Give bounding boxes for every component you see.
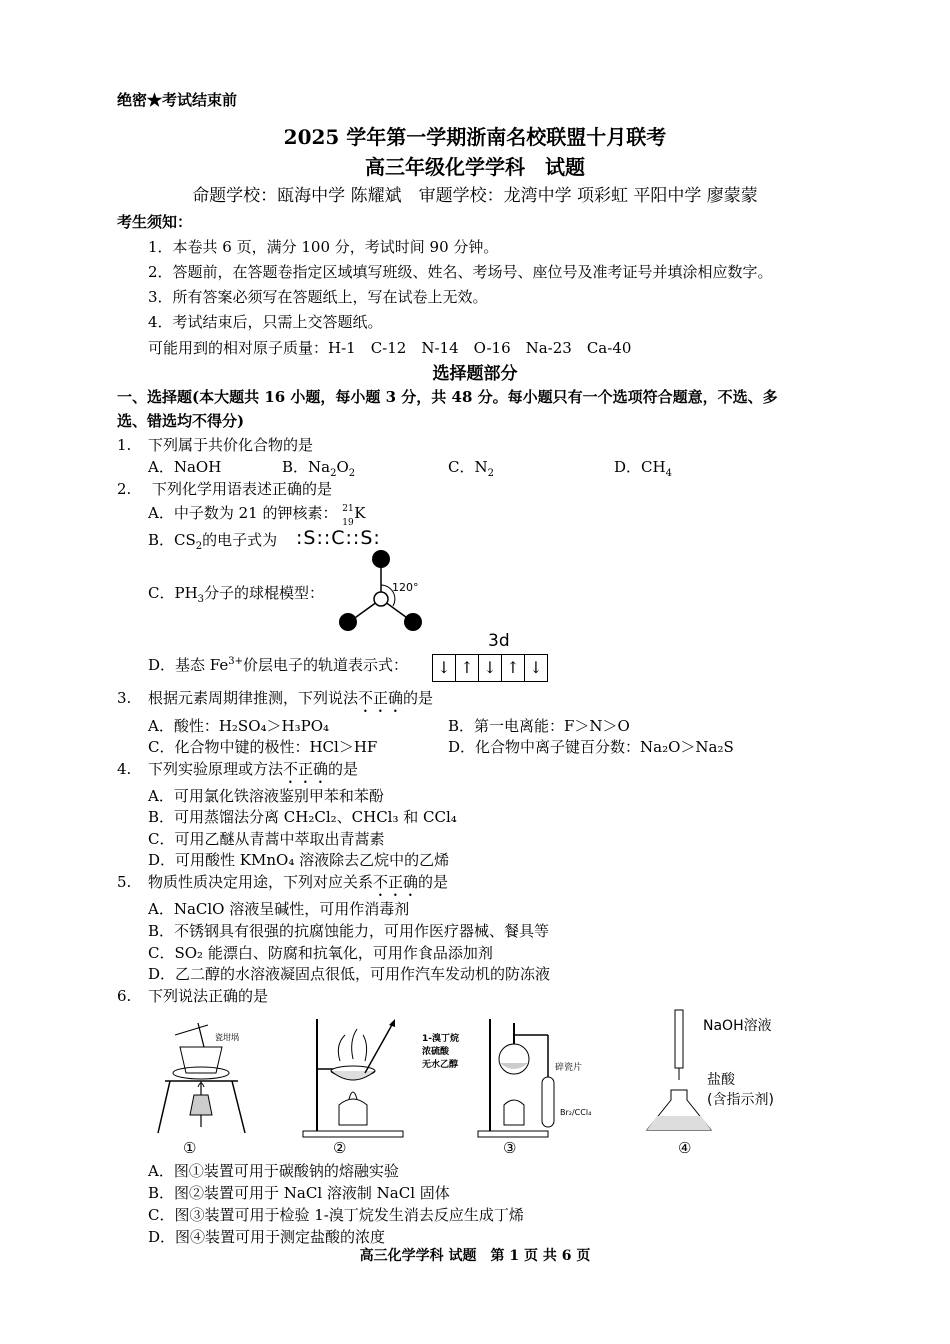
- orbital-label: 3d: [488, 631, 510, 651]
- q5-option-b: B．不锈钢具有很强的抗腐蚀能力，可用作医疗器械、餐具等: [148, 922, 550, 940]
- q2-stem: 下列化学用语表述正确的是: [152, 480, 333, 498]
- q4-stem: 下列实验原理或方法不正确的是: [148, 760, 359, 778]
- figure-caption-3: ③: [503, 1139, 517, 1157]
- q2-number: 2.: [117, 480, 132, 498]
- orbital-box: ↓: [479, 655, 502, 681]
- exam-authors: 命题学校：瓯海中学 陈耀斌 审题学校：龙湾中学 项彩虹 平阳中学 廖蒙蒙: [192, 186, 758, 206]
- crucible-label: 瓷坩埚: [215, 1033, 239, 1042]
- q4-number: 4.: [117, 760, 132, 778]
- q1-stem: 下列属于共价化合物的是: [148, 436, 314, 454]
- q2-option-a: A．中子数为 21 的钾核素： 21 19 K: [148, 504, 366, 528]
- bond-angle-label: 120°: [392, 581, 419, 594]
- q6-number: 6.: [117, 987, 132, 1005]
- reagent-label: 无水乙醇: [422, 1060, 459, 1070]
- q3-option-b: B．第一电离能：F＞N＞O: [448, 717, 630, 735]
- q3-option-c: C．化合物中键的极性：HCl＞HF: [148, 738, 378, 756]
- q5-option-c: C．SO₂ 能漂白、防腐和抗氧化，可用作食品添加剂: [148, 944, 493, 962]
- q6-stem: 下列说法正确的是: [148, 987, 269, 1005]
- q3-number: 3.: [117, 689, 132, 707]
- q2-option-d: D．基态 $Fe^{3+}$价层电子的轨道表示式：: [148, 656, 409, 674]
- burette-label: NaOH溶液: [703, 1018, 772, 1034]
- page-footer: 高三化学学科 试题 第 1 页 共 6 页: [359, 1248, 591, 1264]
- q6-option-a: A．图①装置可用于碳酸钠的熔融实验: [148, 1162, 399, 1180]
- fe3-orbital-diagram: [432, 654, 548, 682]
- q5-number: 5.: [117, 873, 132, 891]
- q5-option-a: A．NaClO 溶液呈碱性，可用作消毒剂: [148, 900, 410, 918]
- section-title: 选择题部分: [432, 364, 518, 384]
- figure-elimination-apparatus: [420, 1015, 620, 1140]
- q2-option-b: B．$CS_2$的电子式为: [148, 531, 278, 552]
- q4-option-b: B．可用蒸馏法分离 CH₂Cl₂、CHCl₃ 和 CCl₄: [148, 808, 457, 826]
- figure-evaporation-apparatus: [295, 1015, 415, 1140]
- orbital-box: ↓: [433, 655, 456, 681]
- tube-label: Br₂/CCl₄: [560, 1108, 592, 1117]
- q4-option-d: D．可用酸性 KMnO₄ 溶液除去乙烷中的乙烯: [148, 851, 450, 869]
- q1-option-a: A．NaOH: [148, 458, 222, 476]
- section-instruction: 一、选择题(本大题共 16 小题，每小题 3 分，共 48 分。每小题只有一个选项符合题意，不选、多: [117, 388, 778, 406]
- atomic-masses: 可能用到的相对原子质量：H-1 C-12 N-14 O-16 Na-23 Ca-40: [148, 339, 632, 357]
- cs2-electron-formula: :S::C::S:: [296, 527, 381, 549]
- confidential-mark: 绝密★考试结束前: [117, 91, 238, 109]
- figure-caption-1: ①: [183, 1139, 197, 1157]
- flask-label: 盐酸: [707, 1072, 735, 1088]
- notice-item: 3．所有答案必须写在答题纸上，写在试卷上无效。: [148, 288, 488, 306]
- notice-item: 2．答题前，在答题卷指定区域填写班级、姓名、考场号、座位号及准考证号并填涂相应数字。: [148, 263, 773, 281]
- q5-stem: 物质性质决定用途，下列对应关系不正确的是: [148, 873, 449, 891]
- q1-option-c: C．$N_2$: [448, 458, 494, 479]
- reagent-label: 浓硫酸: [422, 1047, 450, 1057]
- figure-caption-2: ②: [333, 1139, 347, 1157]
- q3-option-a: A．酸性：H₂SO₄＞H₃PO₄: [148, 717, 330, 735]
- notice-item: 1．本卷共 6 页，满分 100 分，考试时间 90 分钟。: [148, 238, 499, 256]
- q1-option-d: D．$CH_4$: [614, 458, 672, 479]
- exam-subtitle: 高三年级化学学科 试题: [365, 155, 585, 179]
- figure-titration-apparatus: [645, 1008, 815, 1140]
- q4-option-a: A．可用氯化铁溶液鉴别甲苯和苯酚: [148, 787, 384, 805]
- section-instruction-cont: 选、错选均不得分): [117, 412, 245, 430]
- q6-option-c: C．图③装置可用于检验 1-溴丁烷发生消去反应生成丁烯: [148, 1206, 524, 1224]
- figure-caption-4: ④: [678, 1139, 692, 1157]
- q6-option-b: B．图②装置可用于 NaCl 溶液制 NaCl 固体: [148, 1184, 450, 1202]
- q1-option-b: B．$Na_2O_2$: [282, 458, 356, 479]
- orbital-box: ↑: [502, 655, 525, 681]
- q5-option-d: D．乙二醇的水溶液凝固点很低，可用作汽车发动机的防冻液: [148, 965, 551, 983]
- notice-item: 4．考试结束后，只需上交答题纸。: [148, 313, 383, 331]
- orbital-box: ↑: [456, 655, 479, 681]
- q4-option-c: C．可用乙醚从青蒿中萃取出青蒿素: [148, 830, 385, 848]
- reagent-label: 1-溴丁烷: [422, 1034, 459, 1044]
- ph3-ball-stick-model: [330, 548, 430, 634]
- orbital-box: ↓: [529, 658, 543, 677]
- exam-title: 2025 学年第一学期浙南名校联盟十月联考: [283, 125, 667, 149]
- q3-stem: 根据元素周期律推测，下列说法不正确的是: [148, 689, 434, 707]
- q1-number: 1.: [117, 436, 132, 454]
- q2-option-c: C．$PH_3$分子的球棍模型：: [148, 584, 325, 605]
- side-label: 碎瓷片: [555, 1063, 583, 1073]
- flask-label-sub: (含指示剂): [707, 1092, 774, 1108]
- q6-option-d: D．图④装置可用于测定盐酸的浓度: [148, 1228, 386, 1246]
- figure-crucible-apparatus: [150, 1015, 260, 1140]
- q3-option-d: D．化合物中离子键百分数：Na₂O＞Na₂S: [448, 738, 734, 756]
- notice-heading: 考生须知：: [117, 213, 193, 231]
